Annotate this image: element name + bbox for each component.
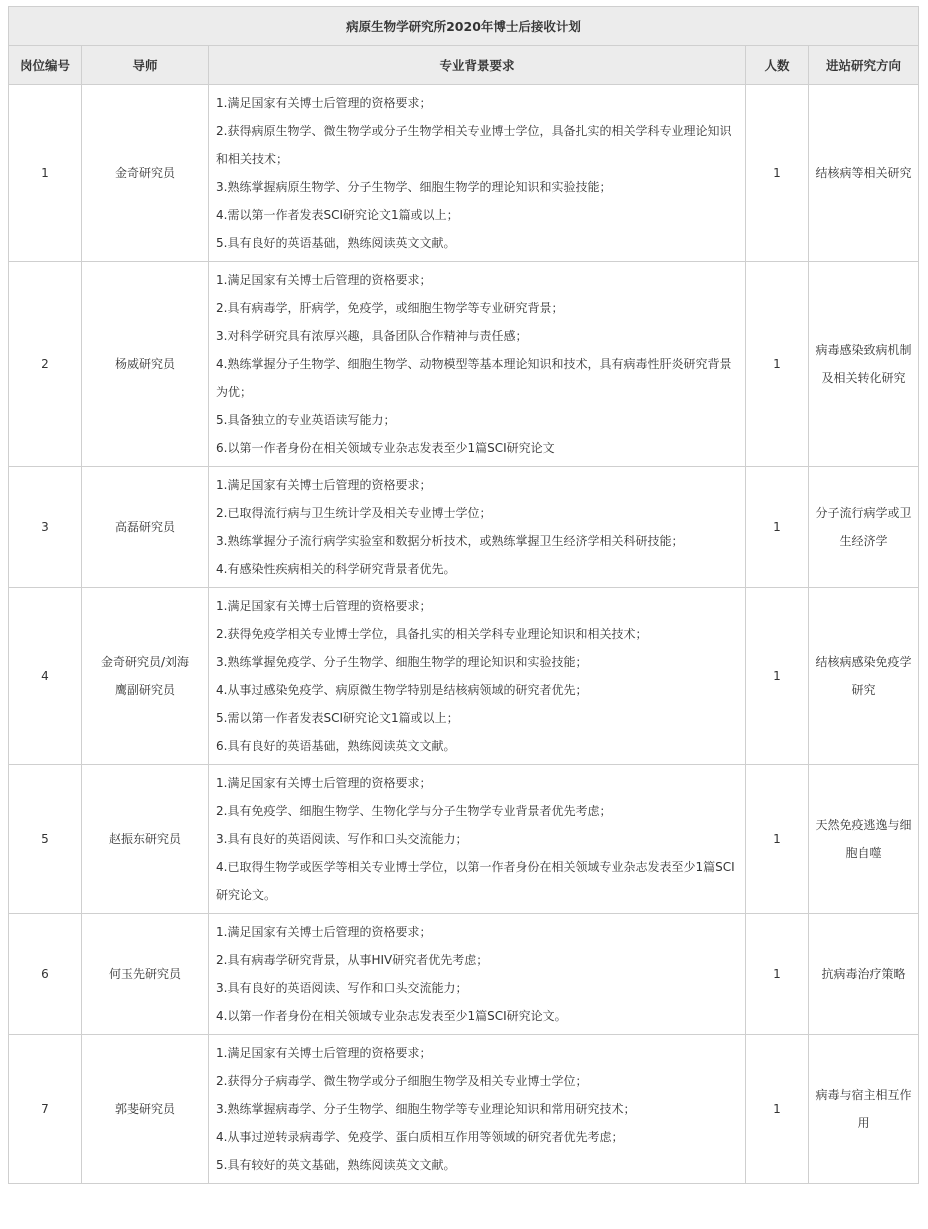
requirement-item: 2.获得免疫学相关专业博士学位，具备扎实的相关学科专业理论知识和相关技术； [216,627,648,641]
direction-cell: 分子流行病学或卫生经济学 [809,467,919,588]
count-cell: 1 [746,588,809,765]
requirements-cell [209,262,746,467]
requirement-item: 2.具有病毒学研究背景，从事HIV研究者优先考虑； [216,953,489,967]
requirement-item: 5.具有良好的英语基础，熟练阅读英文文献。 [216,236,456,250]
table-row [9,1035,919,1184]
requirement-item: 2.获得分子病毒学、微生物学或分子细胞生物学及相关专业博士学位； [216,1074,588,1088]
direction-cell: 结核病感染免疫学研究 [809,588,919,765]
requirement-item: 1.满足国家有关博士后管理的资格要求； [216,776,432,790]
header-direction: 进站研究方向 [809,46,919,85]
requirement-item: 6.以第一作者身份在相关领域专业杂志发表至少1篇SCI研究论文 [216,441,555,455]
post-id-cell: 6 [9,914,82,1035]
requirement-item: 3.具有良好的英语阅读、写作和口头交流能力； [216,981,468,995]
count-cell: 1 [746,262,809,467]
direction-cell: 抗病毒治疗策略 [809,914,919,1035]
count-cell: 1 [746,85,809,262]
mentor-cell [82,467,209,588]
mentor-cell [82,1035,209,1184]
count-cell: 1 [746,914,809,1035]
postdoc-plan-table [8,6,919,1184]
count-cell: 1 [746,765,809,914]
table-title: 病原生物学研究所2020年博士后接收计划 [9,7,919,46]
title-row [9,7,919,46]
table-row [9,262,919,467]
header-post-id: 岗位编号 [9,46,82,85]
post-id-cell: 2 [9,262,82,467]
post-id-cell: 7 [9,1035,82,1184]
post-id-cell: 4 [9,588,82,765]
mentor-name: 郭斐研究员 [114,1102,175,1116]
requirement-item: 2.获得病原生物学、微生物学或分子生物学相关专业博士学位，具备扎实的相关学科专业理论知识和相关技术； [216,124,732,166]
requirement-item: 3.对科学研究具有浓厚兴趣，具备团队合作精神与责任感； [216,329,528,343]
mentor-cell [82,588,209,765]
requirement-item: 4.从事过逆转录病毒学、免疫学、蛋白质相互作用等领域的研究者优先考虑； [216,1130,624,1144]
requirements-cell [209,914,746,1035]
mentor-name: 何玉先研究员 [108,967,181,981]
requirements-cell [209,765,746,914]
post-id-cell: 5 [9,765,82,914]
mentor-cell [82,85,209,262]
post-id-cell: 1 [9,85,82,262]
requirements-cell [209,467,746,588]
direction-cell: 天然免疫逃逸与细胞自噬 [809,765,919,914]
requirement-item: 3.熟练掌握病毒学、分子生物学、细胞生物学等专业理论知识和常用研究技术； [216,1102,636,1116]
mentor-cell [82,262,209,467]
requirement-item: 1.满足国家有关博士后管理的资格要求； [216,1046,432,1060]
requirement-item: 5.具备独立的专业英语读写能力； [216,413,396,427]
requirement-item: 4.以第一作者身份在相关领域专业杂志发表至少1篇SCI研究论文。 [216,1009,567,1023]
requirement-item: 3.熟练掌握病原生物学、分子生物学、细胞生物学的理论知识和实验技能； [216,180,612,194]
requirements-cell [209,588,746,765]
header-requirements: 专业背景要求 [209,46,746,85]
mentor-name: 赵振东研究员 [108,832,181,846]
requirement-item: 5.具有较好的英文基础，熟练阅读英文文献。 [216,1158,456,1172]
requirement-item: 3.熟练掌握免疫学、分子生物学、细胞生物学的理论知识和实验技能； [216,655,588,669]
direction-cell: 结核病等相关研究 [809,85,919,262]
requirement-item: 2.具有免疫学、细胞生物学、生物化学与分子生物学专业背景者优先考虑； [216,804,612,818]
table-row [9,765,919,914]
requirement-item: 1.满足国家有关博士后管理的资格要求； [216,599,432,613]
mentor-cell [82,765,209,914]
requirement-item: 2.已取得流行病与卫生统计学及相关专业博士学位； [216,506,492,520]
requirement-item: 1.满足国家有关博士后管理的资格要求； [216,925,432,939]
requirement-item: 4.已取得生物学或医学等相关专业博士学位，以第一作者身份在相关领域专业杂志发表至少1篇SCI研究论文。 [216,860,735,902]
requirement-item: 3.熟练掌握分子流行病学实验室和数据分析技术，或熟练掌握卫生经济学相关科研技能； [216,534,684,548]
count-cell: 1 [746,1035,809,1184]
count-cell: 1 [746,467,809,588]
requirements-cell [209,85,746,262]
mentor-name: 高磊研究员 [114,520,175,534]
requirement-item: 1.满足国家有关博士后管理的资格要求； [216,273,432,287]
table-row [9,914,919,1035]
requirement-item: 6.具有良好的英语基础，熟练阅读英文文献。 [216,739,456,753]
requirement-item: 4.从事过感染免疫学、病原微生物学特别是结核病领域的研究者优先； [216,683,588,697]
requirement-item: 5.需以第一作者发表SCI研究论文1篇或以上； [216,711,459,725]
table-row [9,467,919,588]
mentor-cell [82,914,209,1035]
mentor-name: 金奇研究员/刘海鹰副研究员 [100,655,190,697]
requirement-item: 4.有感染性疾病相关的科学研究背景者优先。 [216,562,456,576]
requirements-cell [209,1035,746,1184]
requirement-item: 1.满足国家有关博士后管理的资格要求； [216,96,432,110]
direction-cell: 病毒与宿主相互作用 [809,1035,919,1184]
requirement-item: 2.具有病毒学，肝病学，免疫学，或细胞生物学等专业研究背景； [216,301,564,315]
header-mentor: 导师 [82,46,209,85]
requirement-item: 3.具有良好的英语阅读、写作和口头交流能力； [216,832,468,846]
mentor-name: 杨威研究员 [114,357,175,371]
header-row [9,46,919,85]
header-count: 人数 [746,46,809,85]
mentor-name: 金奇研究员 [114,166,175,180]
direction-cell: 病毒感染致病机制及相关转化研究 [809,262,919,467]
table-body [9,85,919,1184]
requirement-item: 4.熟练掌握分子生物学、细胞生物学、动物模型等基本理论知识和技术，具有病毒性肝炎研究背景为优； [216,357,732,399]
table-row [9,588,919,765]
table-row [9,85,919,262]
post-id-cell: 3 [9,467,82,588]
requirement-item: 1.满足国家有关博士后管理的资格要求； [216,478,432,492]
requirement-item: 4.需以第一作者发表SCI研究论文1篇或以上； [216,208,459,222]
